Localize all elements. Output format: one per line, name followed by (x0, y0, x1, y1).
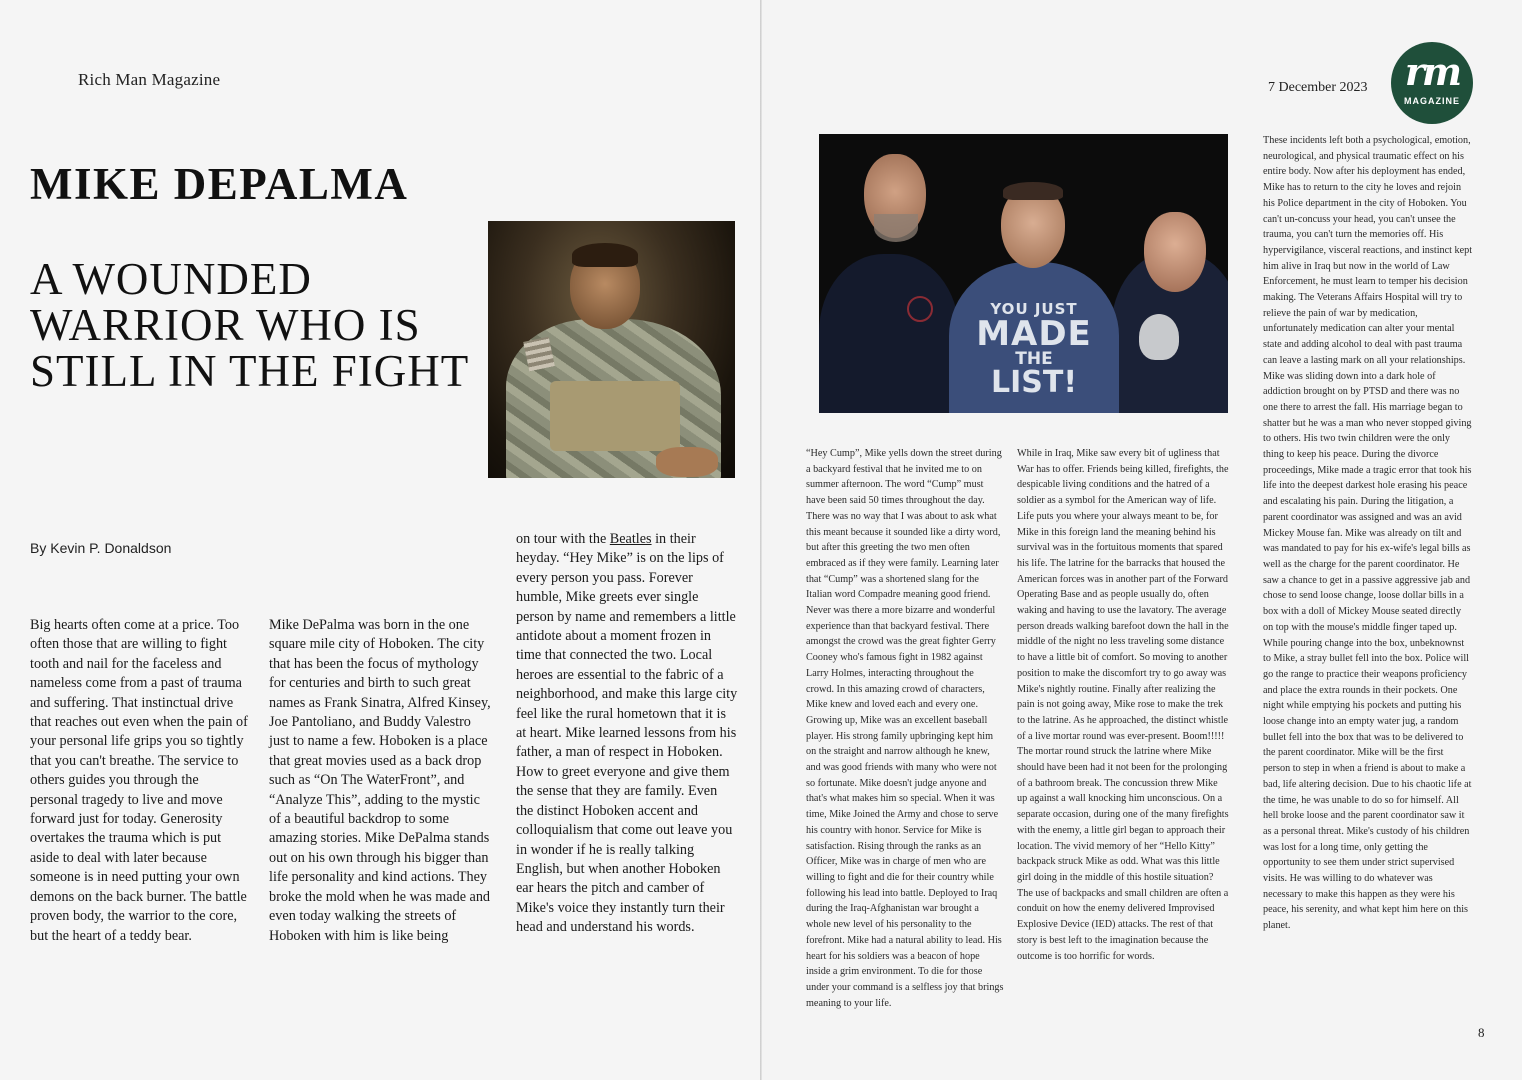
tshirt-print (969, 302, 1099, 398)
logo-magazine-text: MAGAZINE (1404, 96, 1460, 106)
body-column-1: Big hearts often come at a price. Too often those that are willing to fight tooth and nail for the faceless and nameless come from a past of trauma and suffering. That instinctual drive that reaches out even when the pain of your personal life grips you so tightly that you can't breathe. The service to others guides you through the personal tragedy to live and move forward just for today. Generosity overtakes the trauma which is put aside to deal with later because someone is in need putting your own demons on the back burner. The battle proven body, the warrior to the core, but the heart of a teddy bear. (30, 617, 248, 944)
shirt-shape (819, 254, 959, 413)
right-column-1: “Hey Cump”, Mike yells down the street during a backyard festival that he invited me to on summer afternoon. The word “Cump” must have been said 50 times throughout the day. There was no way that I was about to ask what this meant because it sounded like a dirty word, but after this greeting the two men often embraced as if they were family. Learning later that “Cump” was a shortened slang for the Italian word Compadre meaning good friend. Never was there a more bizarre and wonderful experience than that backyard festival. There amongst the crowd was the great fighter Gerry Cooney who's famous fight in 1982 against Larry Holmes, interacting throughout the crowd. In this amazing crowd of characters, Mike knew and loved each and every one. Growing up, Mike was an excellent baseball player. His strong family upbringing kept him on the straight and narrow although he knew, and was good friends with many who were not so fortunate. Mike doesn't judge anyone and that's what makes him so special. When it was time, Mike Joined the Army and chose to serve his country with honor. Service for Mike is satisfaction. Rising through the ranks as an Officer, Mike was in charge of men who are willing to fight and die for their country while following his lead into battle. Deployed to Iraq during the Iraq-Afghanistan war brought a whole new level of his personality to the forefront. Mike had a natural ability to lead. His heart for his soldiers was a beacon of hope inside a grim environment. To die for those under your command is a selfless joy that brings meaning to your life. (806, 448, 1004, 1009)
tshirt-line-2: MADE (976, 314, 1092, 354)
right-column-3: These incidents left both a psychological, emotion, neurological, and physical traumatic effect on his entire body. Now after his deployment has ended, Mike has to return to the city he loves and rejoin his Police department in the city of Hoboken. You can't un-concuss your head, you can't unsee the trauma, you can't turn the memories off. His hypervigilance, visceral reactions, and instinct kept him alive in Iraq but now in the world of Law Enforcement, he must learn to temper his decision making. The Veterans Affairs Hospital will try to relieve the pain of war by medication, unfortunately medication can alter your mental state and adding alcohol to deal with past trauma can leave a lasting mark on all your relationships. Mike was sliding down into a dark hole of addiction brought on by PTSD and there was no one there to arrest the fall. His marriage began to shatter but he was a man who never stopped giving to others. His two twin children were the only thing to keep his peace. During the divorce proceedings, Mike made a tragic error that took his life into the deepest darkest hole erasing his peace and escalating his pain. During the litigation, a parent coordinator was assigned and was an avid Mickey Mouse fan. Mike was already on tilt and was mandated to pay for his ex-wife's legal bills as well as the charge for the parent coordinator. He saw a chance to get in a passive aggressive jab and chose to send loose change, loose dollar bills in a box with a doll of Mickey Mouse seated directly on top with the mouse's middle finger taped up. While pouring change into the box, unbeknownst to Mike, a stray bullet fell into the box. Police will go the range to practice their weapons proficiency and place the extra rounds in their pockets. One night while emptying his pockets and putting his loose change into an empty water jug, a random bullet fell into the box that was to be delivered to the parent coordinator. Mike will be the first person to step in when a friend is about to make a bad, life altering decision. Due to his chaotic life at the time, he was unable to do so for himself. All hell broke loose and the parent coordinator saw it as a personal threat. Mike's custody of his children was lost for a long time, only getting the opportunity to see them under strict supervised visits. He was willing to do whatever was necessary to make this happen as they were his peace, his serenity, and what kept him here on this planet. (1263, 135, 1473, 932)
rm-magazine-logo (1391, 42, 1473, 124)
hair-shape (572, 243, 638, 267)
tshirt-line-4: LIST! (990, 365, 1078, 400)
tshirt-line-1: YOU JUST (990, 300, 1078, 318)
hair-shape (1003, 182, 1063, 200)
article-title: MIKE DEPALMA (30, 159, 409, 209)
issue-date: 7 December 2023 (1268, 80, 1368, 95)
body-column-2: Mike DePalma was born in the one square mile city of Hoboken. The city that has been the focus of mythology for centuries and birth to such great names as Frank Sinatra, Alfred Kinsey, Joe Pantoliano, and Buddy Valestro just to name a few. Hoboken is a place that great movies used as a back drop such as “On The WaterFront”, and “Analyze This”, adding to the mystic of a beautiful backdrop to some amazing stories. Mike DePalma stands out on his own through his bigger than life personality and kind actions. They broke the mold when he was made and even today walking the streets of Hoboken with him is like being (269, 617, 491, 944)
beatles-link[interactable]: Beatles (609, 531, 652, 547)
right-column-2: While in Iraq, Mike saw every bit of ugliness that War has to offer. Friends being killed, firefights, the despicable living conditions and the hatred of a soldier as a symbol for the American way of life. Life puts you where your always meant to be, for Mike in this foreign land the meaning behind his survival was in the fortuitous moments that spared his life. The latrine for the barracks that housed the American forces was in another part of the Forward Operating Base and as people usually do, often waking and having to use the lavatory. The average person dreads walking barefoot down the hall in the middle of the night no less traveling some distance to have a little bit of comfort. So moving to another position to make the discomfort try to go away was Mike's nightly routine. Finally after realizing the pain is not going away, Mike rose to make the trek to the latrine. As he approached, the distinct whistle of a live mortar round was ever-present. Boom!!!!! The mortar round struck the latrine where Mike should have been had it not been for the prolonging of a bathroom break. The concussion threw Mike up against a wall knocking him unconscious. On a separate occasion, during one of the many firefights with the enemy, a little girl began to approach their location. The vivid memory of her “Hello Kitty” backpack struck Mike as odd. What was this little girl doing in the middle of this hostile situation? The use of backpacks and small children are often a conduit on how the enemy delivered Improvised Explosive Device (IED) attacks. The rest of that story is best left to the imagination because the outcome is too horrific for words. (1017, 448, 1229, 962)
beard-shape (874, 214, 918, 242)
col3-text-start: on tour with the (516, 531, 610, 547)
three-men-photo (819, 134, 1228, 413)
head-shape (1144, 212, 1206, 292)
logo-rm-text: rm (1404, 49, 1460, 94)
skull-graphic (1139, 314, 1179, 360)
shirt-logo (907, 296, 933, 322)
body-column-3 (516, 530, 738, 938)
byline: By Kevin P. Donaldson (30, 540, 172, 556)
magazine-name: Rich Man Magazine (78, 70, 221, 89)
soldier-portrait-photo (488, 221, 735, 478)
vest-shape (550, 381, 680, 451)
hand-shape (656, 447, 718, 477)
page-number: 8 (1478, 1025, 1485, 1040)
col3-text-end: in their heyday. “Hey Mike” is on the lips of every person you pass. Forever humble, Mike greets ever single person by name and remembers a little antidote about a moment frozen in time that connected the two. Local heroes are essential to the fabric of a neighborhood, and make this large city feel like the rural hometown that it is at heart. Mike learned lessons from his father, a man of respect in Hoboken. How to greet everyone and give them the sense that they are family. Even the distinct Hoboken accent and colloquialism that come out leave you in wonder if he is really talking English, but when another Hoboken ear hears the pitch and camber of Mike's voice they instantly turn their head and understand his words. (516, 531, 738, 936)
tshirt-line-3: THE (1015, 349, 1053, 369)
article-subtitle: A WOUNDED WARRIOR WHO IS STILL IN THE FIGHT (30, 254, 470, 396)
